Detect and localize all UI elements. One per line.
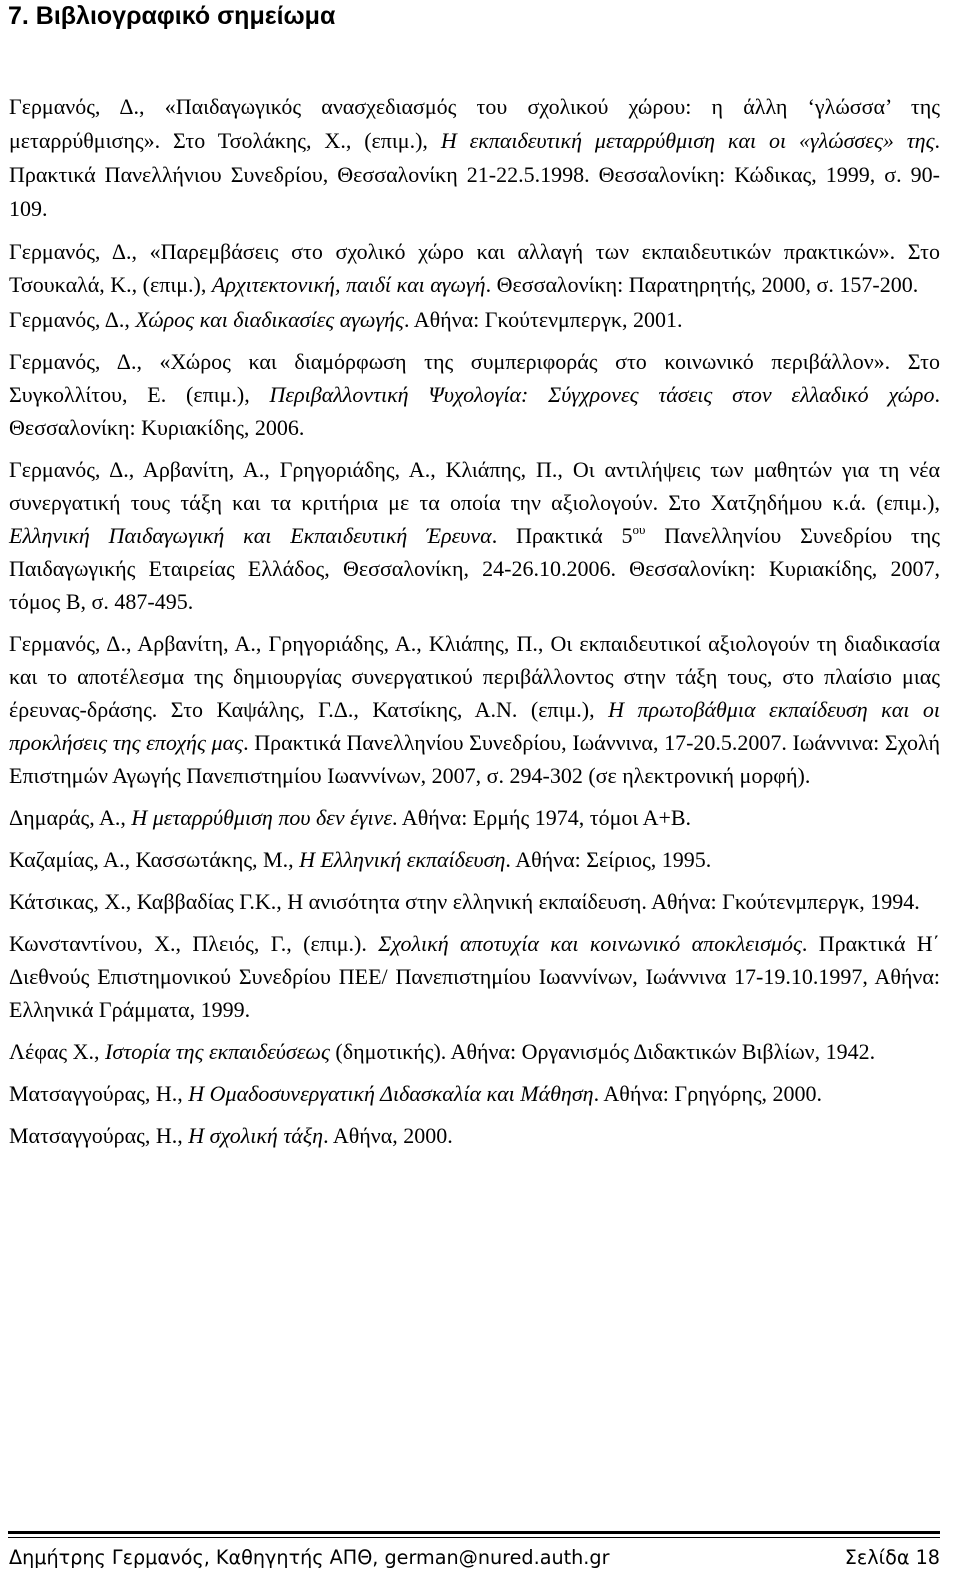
reference-entry <box>9 303 940 336</box>
reference-text: Λέφας Χ., <box>9 1039 106 1064</box>
reference-text: Ματσαγγούρας, Η., <box>9 1081 189 1106</box>
reference-entry <box>9 801 940 834</box>
reference-entry <box>9 345 940 444</box>
reference-text: . Αθήνα, 2000. <box>323 1123 453 1148</box>
page-footer <box>9 1538 940 1578</box>
title-italic: Ελληνική Παιδαγωγική και Εκπαιδευτική Έρευνα <box>9 523 492 548</box>
reference-text: . Αθήνα: Σείριος, 1995. <box>505 847 712 872</box>
reference-text: Γερμανός, Δ., <box>9 307 136 332</box>
reference-entry <box>9 627 940 792</box>
footer-author: Δημήτρης Γερμανός, Καθηγητής ΑΠΘ, german@nured.auth.gr <box>9 1546 610 1569</box>
reference-text: . Αθήνα: Ερμής 1974, τόμοι Α+Β. <box>392 805 692 830</box>
reference-entry <box>9 453 940 618</box>
title-italic: Αρχιτεκτονική, παιδί και αγωγή <box>211 272 486 297</box>
reference-text: Γερμανός, Δ., Αρβανίτη, Α., Γρηγοριάδης, Α., Κλιάπης, Π., Οι αντιλήψεις των μαθητών για τη νέα συνεργατική τους τάξη και τα κριτήρια με τα οποία την αξιολογούν. Στο Χατζηδήμου κ.ά. (επιμ.), <box>9 457 940 515</box>
reference-text: . Θεσσαλονίκη: Παρατηρητής, 2000, σ. 157-200. <box>485 272 919 297</box>
superscript: ου <box>632 521 646 537</box>
reference-text: Γερμανός, Δ., «Παιδαγωγικός ανασχεδιασμός του σχολικού χώρου: η άλλη ‘γλώσσα’ της μεταρρύθμισης». Στο Τσολάκης, Χ., (επιμ.), <box>9 94 940 153</box>
reference-entry <box>9 90 940 226</box>
reference-text: . Πρακτικά 5 <box>491 523 633 548</box>
title-italic: Η Ομαδοσυνεργατική Διδασκαλία και Μάθηση <box>188 1081 594 1106</box>
reference-text: . Αθήνα: Γρηγόρης, 2000. <box>593 1081 823 1106</box>
reference-text: Γερμανός, Δ., «Παρεμβάσεις στο σχολικό χώρο και αλλαγή των εκπαιδευτικών πρακτικών». Στο Τσουκαλά, Κ., (επιμ.), <box>9 239 940 297</box>
reference-text: . Πρακτικά Η΄ Διεθνούς Επιστημονικού Συνεδρίου ΠΕΕ/ Πανεπιστημίου Ιωαννίνων, Ιωάννινα 17-19.10.1997, Αθήνα: Ελληνικά Γράμματα, 1999. <box>9 931 941 1022</box>
title-italic: Ιστορία της εκπαιδεύσεως <box>105 1039 330 1064</box>
reference-entry <box>9 1119 940 1152</box>
title-italic: Η εκπαιδευτική μεταρρύθμιση και οι «γλώσσες» της <box>440 128 935 153</box>
title-italic: Χώρος και διαδικασίες αγωγής <box>135 307 404 332</box>
reference-text: Πανελληνίου Συνεδρίου της Παιδαγωγικής Εταιρείας Ελλάδος, Θεσσαλονίκη, 24-26.10.2006. Θεσσαλονίκη: Κυριακίδης, 2007, τόμος Β, σ. 487-495. <box>9 523 940 614</box>
title-italic: Η σχολική τάξη <box>188 1123 324 1148</box>
page-number: Σελίδα 18 <box>844 1546 940 1569</box>
title-italic: Η Ελληνική εκπαίδευση <box>299 847 506 872</box>
reference-entry <box>9 1035 940 1068</box>
reference-text: . Πρακτικά Πανελληνίου Συνεδρίου, Ιωάννινα, 17-20.5.2007. Ιωάννινα: Σχολή Επιστημών Αγωγής Πανεπιστημίου Ιωαννίνων, 2007, σ. 294-302 (σε ηλεκτρονική μορφή). <box>9 730 940 788</box>
reference-entry <box>9 235 940 301</box>
reference-text: Καζαμίας, Α., Κασσωτάκης, Μ., <box>9 847 300 872</box>
title-italic: Η πρωτοβάθμια εκπαίδευση και οι προκλήσεις της εποχής μας <box>9 697 940 755</box>
reference-entry <box>9 1077 940 1110</box>
reference-text: Κωνσταντίνου, Χ., Πλειός, Γ., (επιμ.). <box>9 931 379 956</box>
reference-entry <box>9 885 940 918</box>
reference-text: . Αθήνα: Γκούτενμπεργκ, 2001. <box>403 307 683 332</box>
reference-text: Κάτσικας, Χ., Καββαδίας Γ.Κ., Η ανισότητα στην ελληνική εκπαίδευση. Αθήνα: Γκούτενμπεργκ, 1994. <box>9 889 920 914</box>
title-italic: Περιβαλλοντική Ψυχολογία: Σύγχρονες τάσεις στον ελλαδικό χώρο <box>269 382 935 407</box>
reference-text: Γερμανός, Δ., Αρβανίτη, Α., Γρηγοριάδης, Α., Κλιάπης, Π., Οι εκπαιδευτικοί αξιολογούν τη διαδικασία και το αποτέλεσμα της δημιουργίας συνεργατικού περιβάλλοντος στην τάξη τους, στο πλαίσιο μιας έρευνας-δράσης. Στο Καψάλης, Γ.Δ., Κατσίκης, Α.Ν. (επιμ.), <box>9 631 940 722</box>
footer-divider <box>8 1531 940 1534</box>
reference-text: Γερμανός, Δ., «Χώρος και διαμόρφωση της συμπεριφοράς στο κοινωνικό περιβάλλον». Στο Συγκολλίτου, Ε. (επιμ.), <box>9 349 940 407</box>
section-heading: 7. Βιβλιογραφικό σημείωμα <box>8 2 336 30</box>
reference-entry <box>9 843 940 876</box>
bibliography-list <box>9 90 940 1161</box>
reference-text: (δημοτικής). Αθήνα: Οργανισμός Διδακτικών Βιβλίων, 1942. <box>329 1039 876 1064</box>
reference-entry <box>9 927 940 1026</box>
reference-text: Ματσαγγούρας, Η., <box>9 1123 189 1148</box>
title-italic: Η μεταρρύθμιση που δεν έγινε <box>131 805 393 830</box>
reference-text: . Πρακτικά Πανελλήνιου Συνεδρίου, Θεσσαλονίκη 21-22.5.1998. Θεσσαλονίκη: Κώδικας, 1999, σ. 90-109. <box>9 128 940 221</box>
reference-text: Δημαράς, Α., <box>9 805 132 830</box>
reference-text: . Θεσσαλονίκη: Κυριακίδης, 2006. <box>9 382 940 440</box>
title-italic: Σχολική αποτυχία και κοινωνικό αποκλεισμός <box>378 931 802 956</box>
